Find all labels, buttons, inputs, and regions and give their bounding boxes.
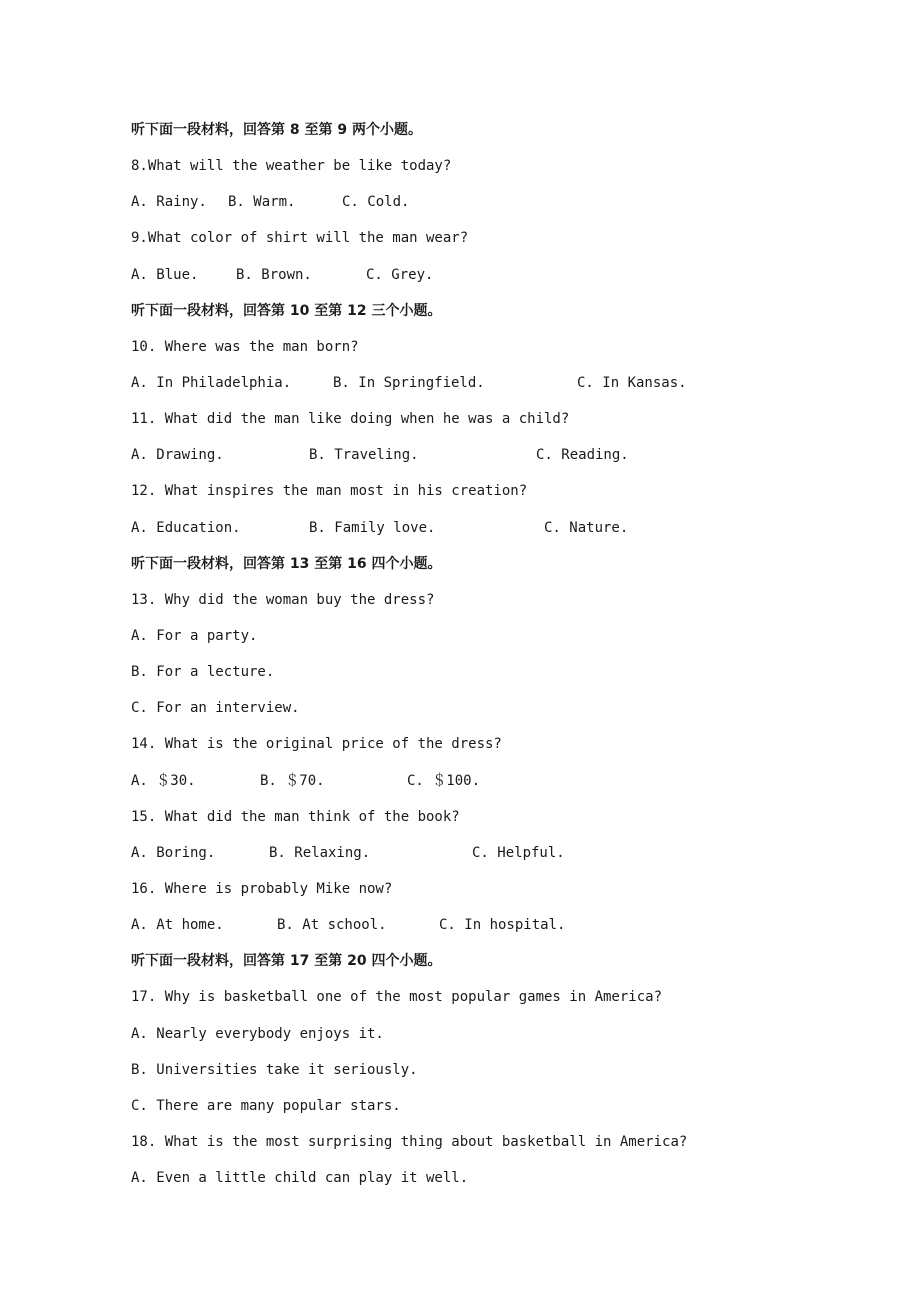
- section-heading: 听下面一段材料，回答第 10 至第 12 三个小题。: [131, 302, 442, 319]
- option-a: A. Boring.: [131, 844, 216, 861]
- option-c: C. Grey.: [366, 266, 434, 283]
- option-a: A. Rainy.: [131, 194, 207, 211]
- options-row: [131, 907, 851, 943]
- option-c: C. ＄100.: [407, 772, 481, 789]
- option-b: B. Family love.: [309, 519, 436, 536]
- option-b: B. Brown.: [236, 266, 312, 283]
- option-b: B. In Springfield.: [333, 374, 485, 391]
- section-heading: 听下面一段材料，回答第 8 至第 9 两个小题。: [131, 122, 422, 138]
- option-b: B. At school.: [277, 917, 387, 934]
- exam-page: [131, 112, 851, 1196]
- option-c: C. In Kansas.: [577, 374, 687, 391]
- options-row: [131, 510, 851, 546]
- question-text: 8.What will the weather be like today?: [131, 158, 452, 175]
- option-a: A. ＄30.: [131, 772, 196, 789]
- option-b: B. Warm.: [228, 194, 296, 211]
- options-row: [131, 835, 851, 871]
- question-text: 18. What is the most surprising thing about basketball in America?: [131, 1133, 688, 1150]
- option-a: A. Even a little child can play it well.: [131, 1170, 469, 1187]
- option-c: C. Cold.: [342, 194, 410, 211]
- section-heading: 听下面一段材料，回答第 17 至第 20 四个小题。: [131, 953, 442, 970]
- options-row: [131, 257, 851, 293]
- option-a: A. Drawing.: [131, 447, 224, 464]
- section-heading: 听下面一段材料，回答第 13 至第 16 四个小题。: [131, 555, 442, 572]
- question-text: 10. Where was the man born?: [131, 338, 359, 355]
- option-a: A. In Philadelphia.: [131, 374, 292, 391]
- option-c: C. For an interview.: [131, 700, 300, 717]
- option-c: C. Helpful.: [472, 844, 565, 861]
- option-a: A. For a party.: [131, 627, 258, 644]
- question-text: 13. Why did the woman buy the dress?: [131, 591, 435, 608]
- option-a: A. Blue.: [131, 266, 199, 283]
- option-c: C. Nature.: [544, 519, 629, 536]
- question-text: 15. What did the man think of the book?: [131, 808, 460, 825]
- option-a: A. At home.: [131, 917, 224, 934]
- option-c: C. There are many popular stars.: [131, 1097, 401, 1114]
- option-b: B. Universities take it seriously.: [131, 1061, 418, 1078]
- question-text: 9.What color of shirt will the man wear?: [131, 230, 469, 247]
- option-c: C. Reading.: [536, 447, 629, 464]
- question-text: 14. What is the original price of the dress?: [131, 736, 502, 753]
- option-b: B. ＄70.: [260, 772, 325, 789]
- options-row: [131, 184, 851, 220]
- options-row: [131, 365, 851, 401]
- question-text: 12. What inspires the man most in his creation?: [131, 483, 528, 500]
- option-b: B. For a lecture.: [131, 664, 275, 681]
- question-text: 17. Why is basketball one of the most popular games in America?: [131, 989, 663, 1006]
- question-text: 11. What did the man like doing when he was a child?: [131, 411, 570, 428]
- option-b: B. Traveling.: [309, 447, 419, 464]
- option-a: A. Education.: [131, 519, 241, 536]
- question-text: 16. Where is probably Mike now?: [131, 880, 393, 897]
- option-c: C. In hospital.: [439, 917, 566, 934]
- option-a: A. Nearly everybody enjoys it.: [131, 1025, 384, 1042]
- options-row: [131, 437, 851, 473]
- option-b: B. Relaxing.: [269, 844, 371, 861]
- options-row: [131, 763, 851, 799]
